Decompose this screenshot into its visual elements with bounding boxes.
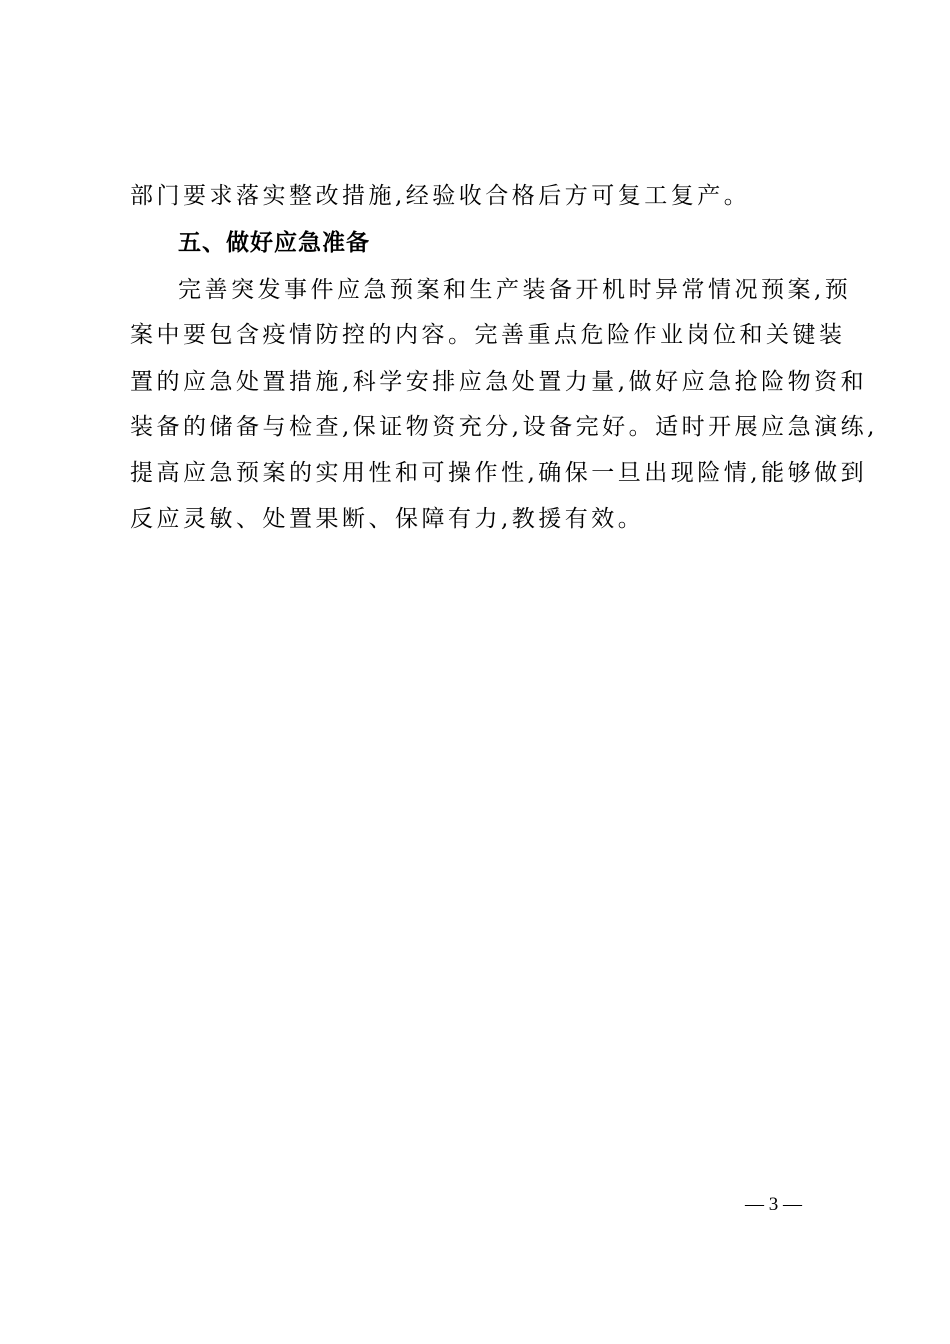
- paragraph-line-6: 反应灵敏、处置果断、保障有力,教援有效。: [130, 506, 645, 532]
- paragraph-line-2: 案中要包含疫情防控的内容。完善重点危险作业岗位和关键装: [130, 322, 846, 348]
- section-heading: 五、做好应急准备: [178, 230, 370, 256]
- paragraph-continuation-line: 部门要求落实整改措施,经验收合格后方可复工复产。: [130, 183, 751, 209]
- paragraph-line-5: 提高应急预案的实用性和可操作性,确保一旦出现险情,能够做到: [130, 460, 868, 486]
- paragraph-line-3: 置的应急处置措施,科学安排应急处置力量,做好应急抢险物资和: [130, 369, 868, 395]
- paragraph-line-4: 装备的储备与检查,保证物资充分,设备完好。适时开展应急演练,: [130, 414, 878, 440]
- paragraph-line-1: 完善突发事件应急预案和生产装备开机时异常情况预案,预: [178, 277, 852, 303]
- page-number: — 3 —: [745, 1194, 802, 1215]
